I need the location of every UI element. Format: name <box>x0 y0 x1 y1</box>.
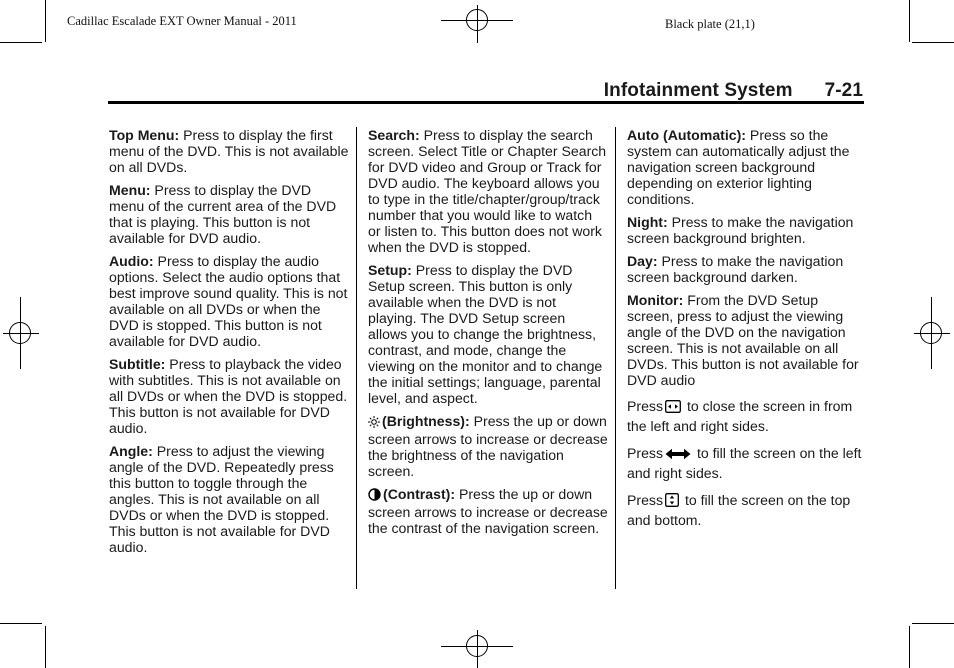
term: Setup: <box>368 262 412 278</box>
page-number: 7-21 <box>824 80 863 101</box>
term: (Brightness): <box>382 413 470 429</box>
paragraph: Auto (Automatic): Press so the system can automatically adjust the navigation screen background depending on exterior lighting conditions. <box>627 127 850 207</box>
crop-mark <box>45 0 46 42</box>
paragraph: Audio: Press to display the audio options. Select the audio options that best improve sound quality. This is not available on all DVDs or when the DVD is stopped. This button is not available for DVD audio. <box>109 253 348 349</box>
contrast-icon <box>368 488 381 504</box>
crop-mark <box>0 42 42 43</box>
registration-circle <box>9 322 31 344</box>
registration-circle <box>920 322 942 344</box>
column-3 <box>627 127 867 536</box>
paragraph: Press to fill the screen on the left and right sides. <box>627 445 862 481</box>
plate-label: Black plate (21,1) <box>665 17 755 31</box>
paragraph: Subtitle: Press to playback the video with subtitles. This is not available on all DVDs or when the DVD is stopped. This button is not available for DVD audio. <box>109 356 348 436</box>
term: Angle: <box>109 443 153 459</box>
column-1 <box>109 127 349 562</box>
column-divider <box>356 127 357 589</box>
fill-top-bottom-icon <box>665 493 679 511</box>
fill-sides-icon <box>665 446 691 464</box>
paragraph: Press to fill the screen on the top and bottom. <box>627 492 851 528</box>
close-sides-icon <box>665 399 681 417</box>
registration-circle <box>466 635 488 657</box>
paragraph: Day: Press to make the navigation screen background darken. <box>627 253 844 285</box>
paragraph: (Contrast): Press the up or down screen arrows to increase or decrease the contrast of the navigation screen. <box>368 486 608 536</box>
paragraph: Press to close the screen in from the left and right sides. <box>627 398 853 434</box>
paragraph: Top Menu: Press to display the first menu of the DVD. This is not available on all DVDs. <box>109 127 349 175</box>
brightness-icon <box>368 415 380 431</box>
term: (Contrast): <box>383 486 456 502</box>
term: Menu: <box>109 182 151 198</box>
paragraph: (Brightness): Press the up or down screen arrows to increase or decrease the brightness of the navigation screen. <box>368 413 608 479</box>
crop-mark <box>45 626 46 668</box>
term: Night: <box>627 214 668 230</box>
paragraph: Setup: Press to display the DVD Setup screen. This button is only available when the DVD is not playing. The DVD Setup screen allows you to change the brightness, contrast, and mode, change the viewing on the monitor and to change the initial settings; language, parental level, and aspect. <box>368 262 603 406</box>
term: Auto (Automatic): <box>627 127 746 143</box>
term: Audio: <box>109 253 154 269</box>
term: Day: <box>627 253 658 269</box>
term: Search: <box>368 127 420 143</box>
column-divider <box>615 127 616 589</box>
term: Top Menu: <box>109 127 180 143</box>
page-header <box>604 80 863 102</box>
section-title: Infotainment System <box>603 80 793 101</box>
registration-circle <box>466 9 488 31</box>
paragraph: Night: Press to make the navigation screen background brighten. <box>627 214 854 246</box>
crop-mark <box>0 623 42 624</box>
crop-mark <box>909 0 910 42</box>
paragraph: Search: Press to display the search screen. Select Title or Chapter Search for DVD video and Group or Track for DVD audio. The keyboard allows you to type in the title/chapter/group/track number that you would like to watch or listen to. This button does not work when the DVD is stopped. <box>368 127 607 255</box>
term: Monitor: <box>627 292 684 308</box>
paragraph: Monitor: From the DVD Setup screen, press to adjust the viewing angle of the DVD on the navigation screen. This is not available on all DVDs. This button is not available for DVD audio <box>627 292 859 388</box>
crop-mark <box>909 626 910 668</box>
term: Subtitle: <box>109 356 166 372</box>
paragraph: Menu: Press to display the DVD menu of the current area of the DVD that is playing. This button is not available for DVD audio. <box>109 182 337 246</box>
column-2 <box>368 127 608 543</box>
manual-title: Cadillac Escalade EXT Owner Manual - 2011 <box>67 14 297 28</box>
crop-mark <box>912 42 954 43</box>
paragraph: Angle: Press to adjust the viewing angle of the DVD. Repeatedly press this button to toggle through the angles. This is not available on all DVDs or when the DVD is stopped. This button is not available for DVD audio. <box>109 443 334 555</box>
header-rule <box>108 101 864 104</box>
crop-mark <box>912 623 954 624</box>
